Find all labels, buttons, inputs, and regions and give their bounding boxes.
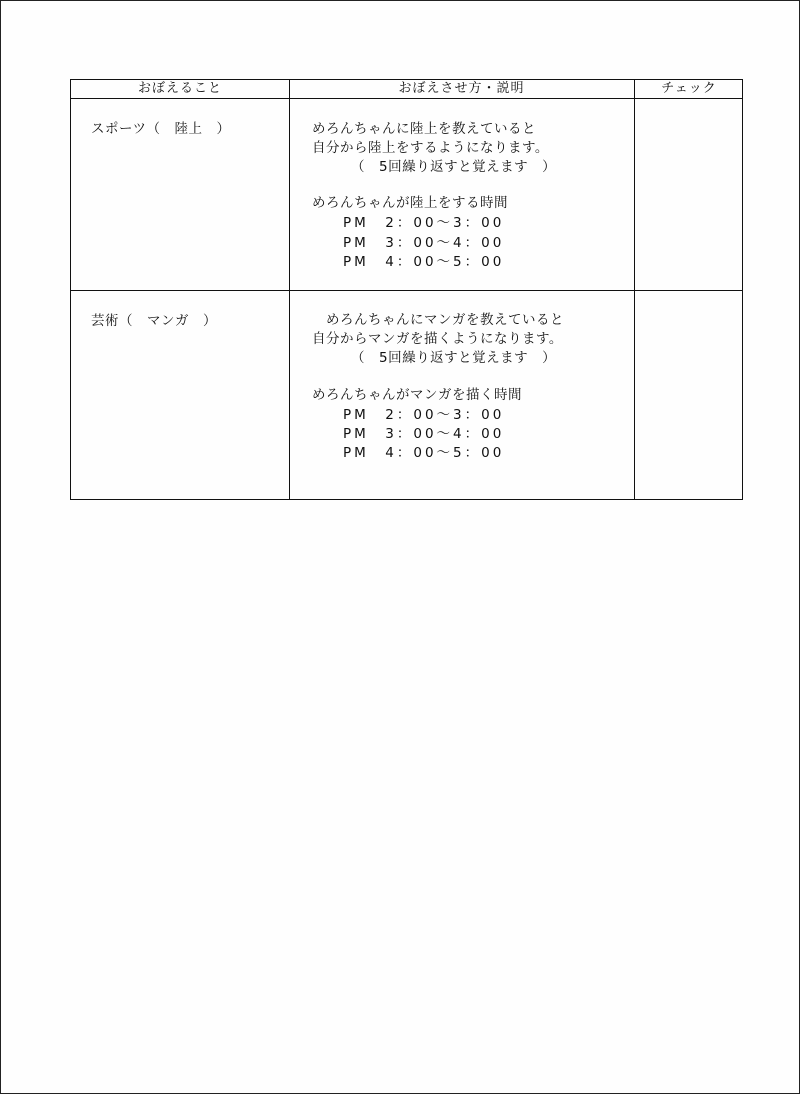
- instruction-table: [70, 79, 743, 500]
- header-divider: [71, 98, 742, 99]
- row2-method-line4: めろんちゃんがマンガを描く時間: [312, 387, 522, 403]
- row2-time-2: PM 3：00～4：00: [343, 426, 505, 442]
- row2-method-line1: めろんちゃんにマンガを教えていると: [326, 312, 564, 328]
- row1-time-3: PM 4：00～5：00: [343, 254, 505, 270]
- header-method: おぼえさせ方・説明: [398, 81, 525, 96]
- row1-method-line3: （ 5回繰り返すと覚えます ）: [351, 159, 557, 175]
- row2-time-1: PM 2：00～3：00: [343, 407, 505, 423]
- row2-time-3: PM 4：00～5：00: [343, 445, 505, 461]
- header-check: チェック: [661, 81, 717, 96]
- row1-time-2: PM 3：00～4：00: [343, 235, 505, 251]
- row1-method-line2: 自分から陸上をするようになります。: [312, 140, 549, 156]
- row2-item: 芸術（ マンガ ）: [91, 313, 217, 329]
- row1-item: スポーツ（ 陸上 ）: [91, 121, 231, 137]
- row2-method-line2: 自分からマンガを描くようになります。: [312, 331, 563, 347]
- row1-method-line4: めろんちゃんが陸上をする時間: [312, 195, 508, 211]
- row-divider: [71, 290, 742, 291]
- header-item: おぼえること: [137, 81, 222, 96]
- row1-time-1: PM 2：00～3：00: [343, 215, 505, 231]
- row1-method-line1: めろんちゃんに陸上を教えていると: [312, 121, 536, 137]
- row2-method-line3: （ 5回繰り返すと覚えます ）: [351, 350, 557, 366]
